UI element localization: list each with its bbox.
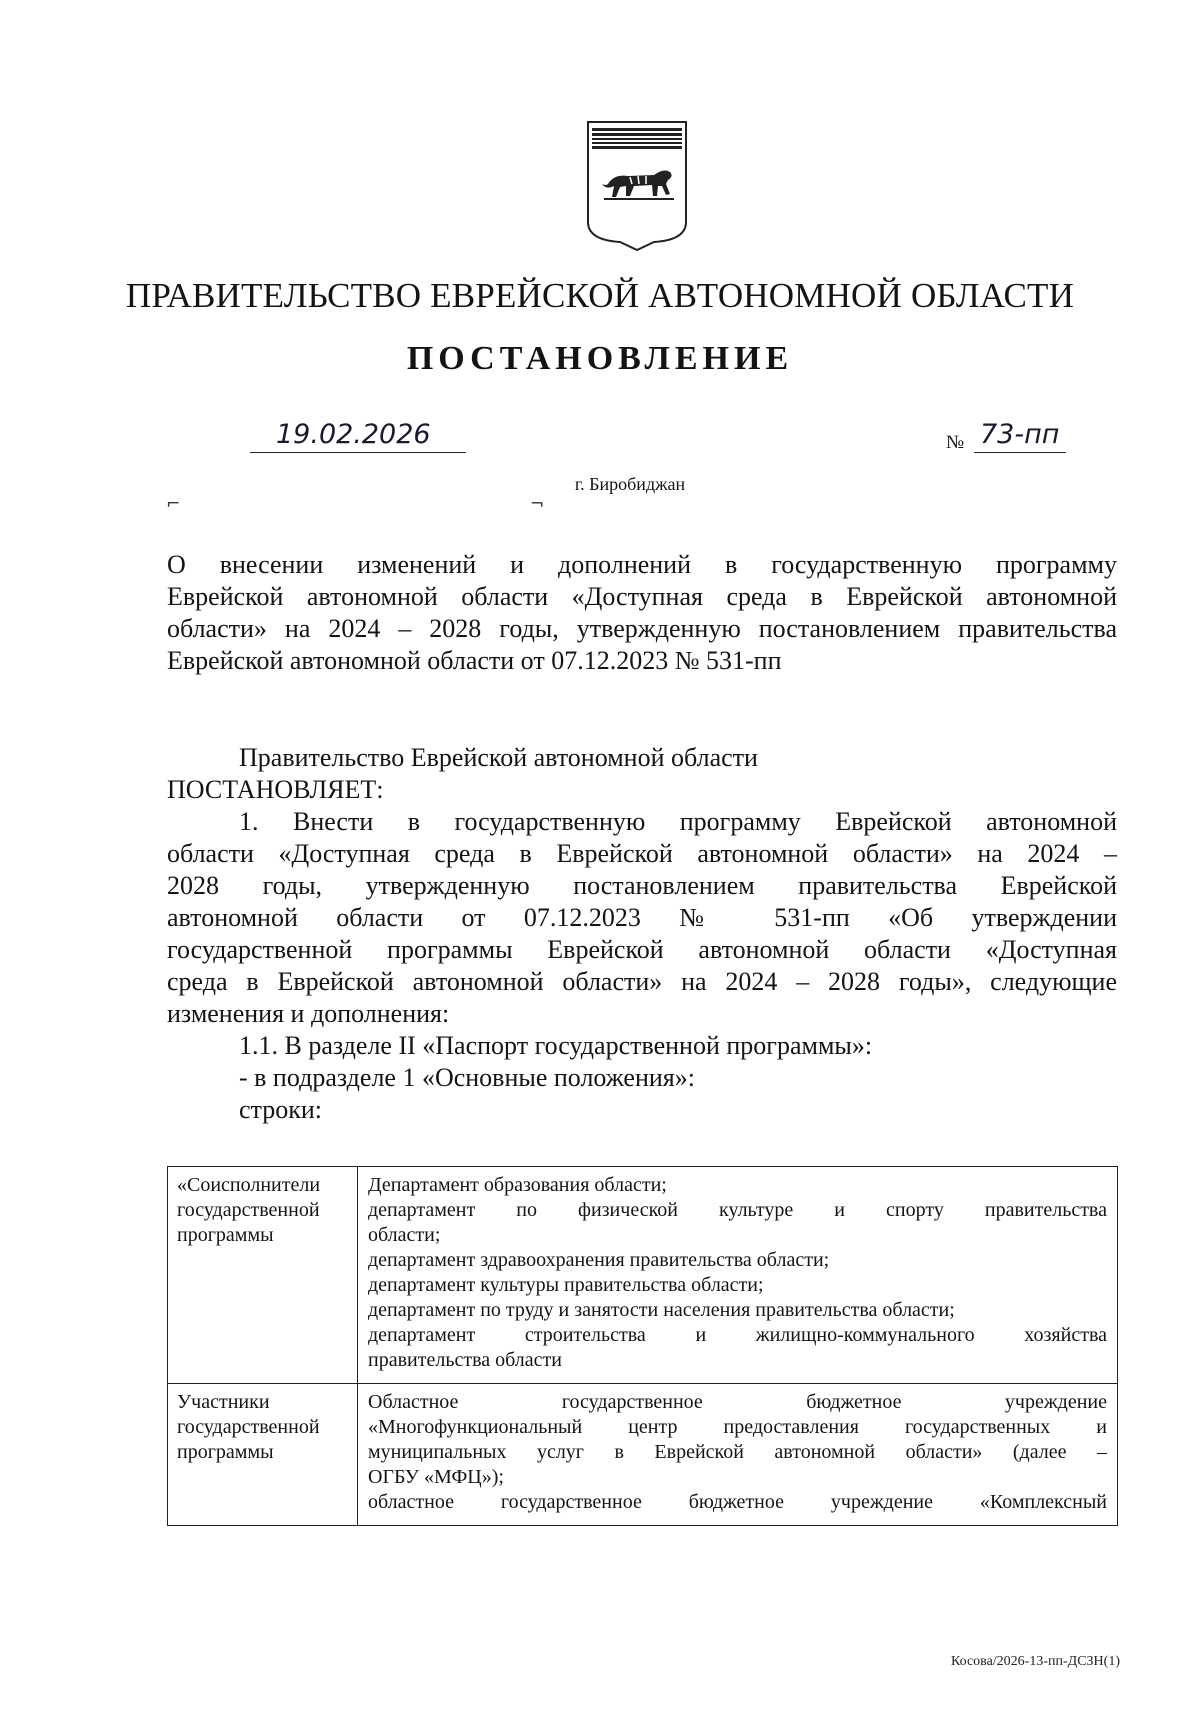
item1-line: 1. Внести в государственную программу Еврейской автономной xyxy=(239,807,1117,836)
decree-date: 19.02.2026 xyxy=(276,419,431,450)
content-line: департамент культуры правительства области; xyxy=(368,1274,764,1296)
item1-line: области «Доступная среда в Еврейской автономной области» на 2024 – xyxy=(167,839,1117,868)
item1-line: среда в Еврейской автономной области» на 2024 – 2028 годы», следующие xyxy=(167,967,1117,996)
item1-line: автономной области от 07.12.2023 № 531-пп «Об утверждении xyxy=(167,903,1117,932)
table-row xyxy=(168,1384,1118,1526)
table-row-label xyxy=(168,1167,358,1384)
table-row-content xyxy=(358,1384,1118,1526)
content-line: департамент по труду и занятости населения правительства области; xyxy=(368,1299,955,1321)
subject-line: Еврейской автономной области «Доступная среда в Еврейской автономной xyxy=(167,582,1117,611)
item1-1-line: 1.1. В разделе II «Паспорт государственной программы»: xyxy=(239,1031,873,1060)
content-line: Областное государственное бюджетное учреждение xyxy=(368,1391,1107,1413)
label-line: программы xyxy=(177,1224,274,1246)
decree-number: 73-пп xyxy=(980,419,1060,450)
government-line: Правительство Еврейской автономной области xyxy=(239,743,758,772)
coat-of-arms-emblem xyxy=(584,118,690,254)
table-row xyxy=(168,1167,1118,1384)
subject-line: О внесении изменений и дополнений в государственную программу xyxy=(167,550,1117,579)
content-line: области; xyxy=(368,1224,441,1246)
document-footer-code: Косова/2026-13-пп-ДСЗН(1) xyxy=(950,1654,1120,1669)
item1-line: изменения и дополнения: xyxy=(167,999,450,1028)
subsection-line: - в подразделе 1 «Основные положения»: xyxy=(239,1063,695,1092)
rows-word: строки: xyxy=(239,1095,322,1124)
number-sign: № xyxy=(946,432,965,453)
document-type-title: ПОСТАНОВЛЕНИЕ xyxy=(406,340,794,377)
decree-body xyxy=(167,742,1117,1126)
decree-number-field xyxy=(974,418,1066,453)
subject-line: области» на 2024 – 2028 годы, утвержденную постановлением правительства xyxy=(167,614,1117,643)
decree-subject xyxy=(167,549,1117,677)
content-line: ОГБУ «МФЦ»); xyxy=(368,1466,504,1488)
table-row-content xyxy=(358,1167,1118,1384)
content-line: департамент здравоохранения правительства области; xyxy=(368,1249,830,1271)
corner-mark-right: ¬ xyxy=(530,494,545,514)
content-line: правительства области xyxy=(368,1349,562,1371)
content-line: муниципальных услуг в Еврейской автономной области» (далее – xyxy=(368,1441,1107,1463)
table-row-label xyxy=(168,1384,358,1526)
content-line: «Многофункциональный центр предоставления государственных и xyxy=(368,1416,1107,1438)
item1-line: государственной программы Еврейской автономной области «Доступная xyxy=(167,935,1117,964)
label-line: программы xyxy=(177,1441,274,1463)
program-table xyxy=(167,1166,1118,1526)
label-line: Участники xyxy=(177,1391,270,1413)
content-line: департамент по физической культуре и спорту правительства xyxy=(368,1199,1107,1221)
label-line: государственной xyxy=(177,1416,320,1438)
label-line: государственной xyxy=(177,1199,320,1221)
content-line: департамент строительства и жилищно-коммунального хозяйства xyxy=(368,1324,1107,1346)
subject-line: Еврейской автономной области от 07.12.2023 № 531-пп xyxy=(167,646,782,675)
resolves-line: ПОСТАНОВЛЯЕТ: xyxy=(167,775,384,804)
content-line: областное государственное бюджетное учреждение «Комплексный xyxy=(368,1491,1107,1513)
item1-line: 2028 годы, утвержденную постановлением правительства Еврейской xyxy=(167,871,1117,900)
city-line: г. Биробиджан xyxy=(574,474,686,494)
label-line: «Соисполнители xyxy=(177,1174,321,1196)
decree-date-field xyxy=(250,418,466,453)
government-title: ПРАВИТЕЛЬСТВО ЕВРЕЙСКОЙ АВТОНОМНОЙ ОБЛАСТИ xyxy=(125,276,1075,315)
corner-mark-left: ⌐ xyxy=(166,494,181,514)
content-line: Департамент образования области; xyxy=(368,1174,667,1196)
